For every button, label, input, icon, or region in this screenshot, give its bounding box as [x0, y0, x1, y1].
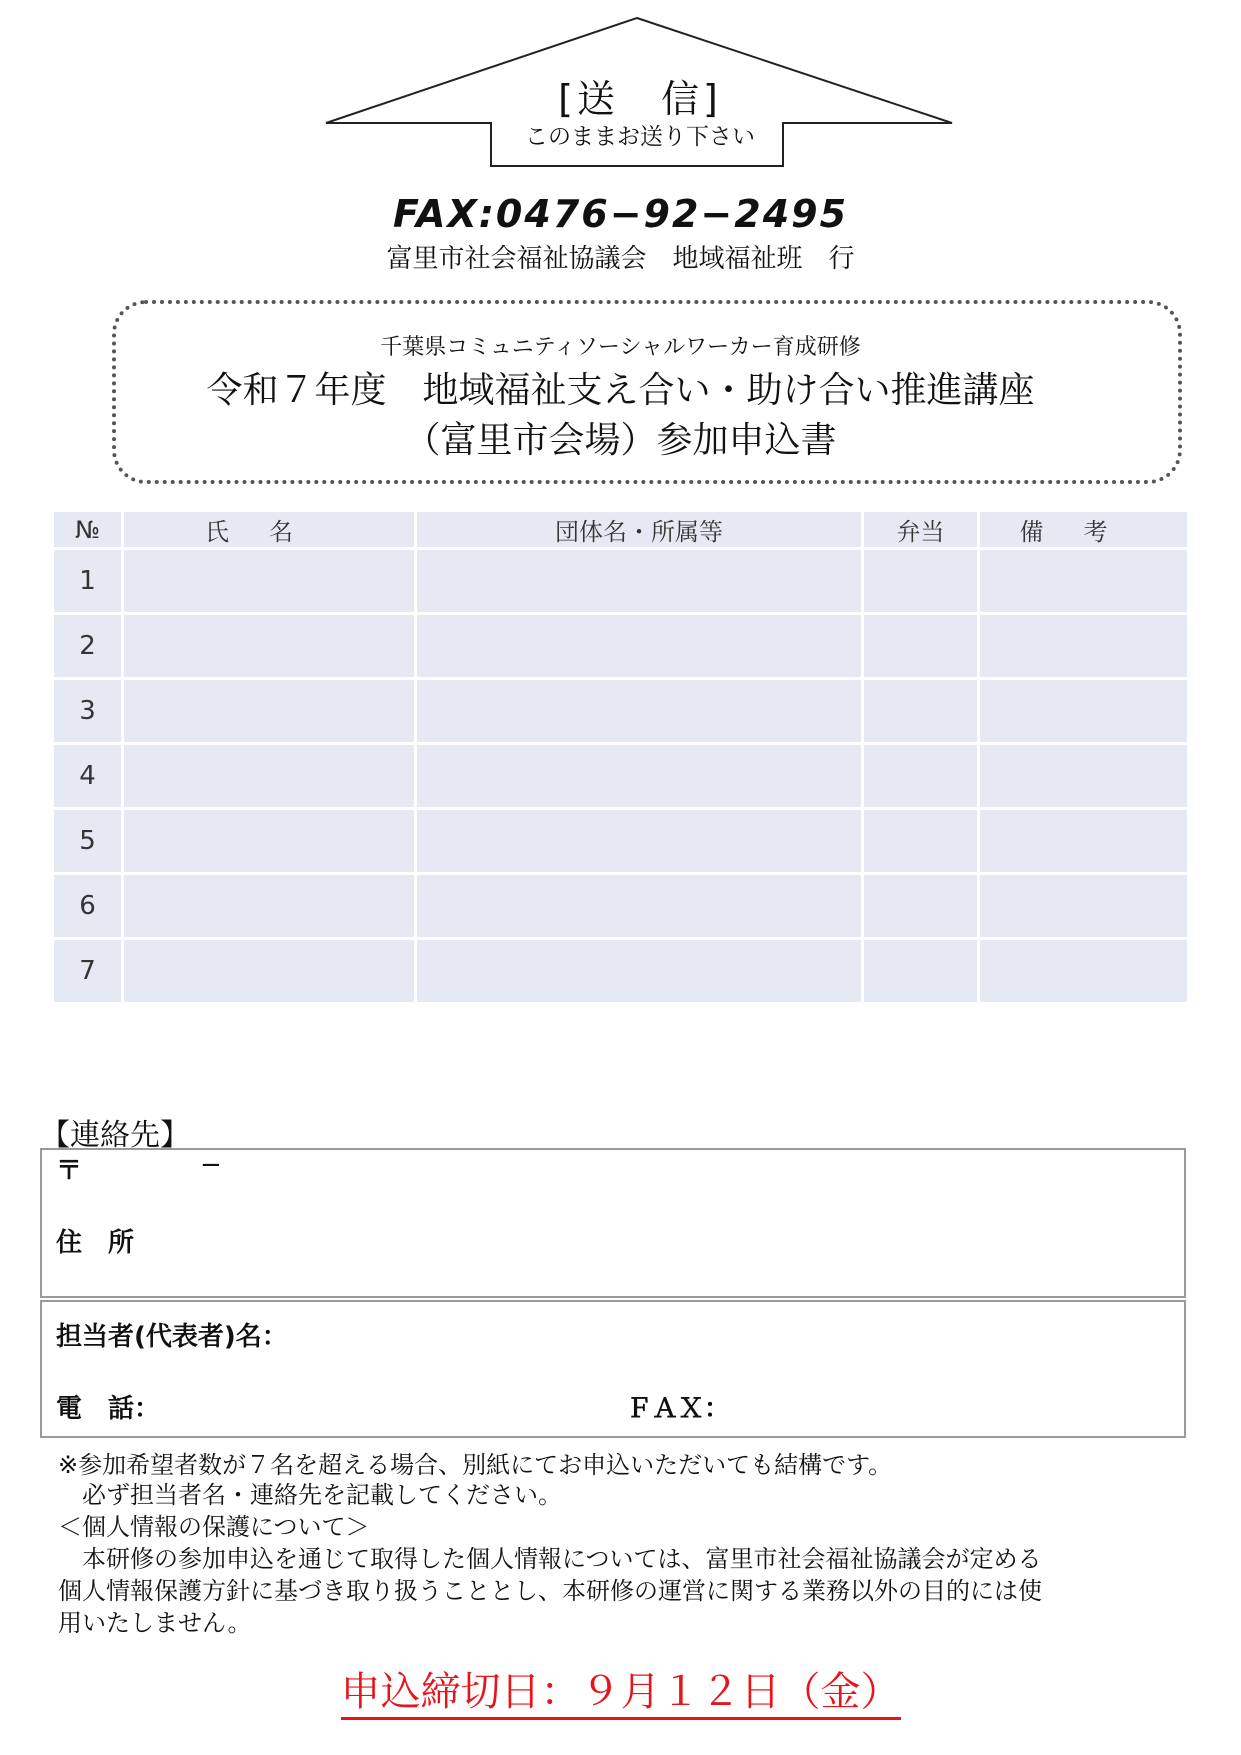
row-number: 6	[54, 875, 121, 937]
bento-cell[interactable]	[864, 615, 977, 677]
phone-label: 電 話：	[56, 1394, 161, 1424]
bento-cell[interactable]	[864, 810, 977, 872]
remarks-cell[interactable]	[980, 745, 1187, 807]
header-no: №	[54, 512, 121, 547]
name-cell[interactable]	[124, 810, 414, 872]
organization-cell[interactable]	[417, 615, 861, 677]
row-number: 3	[54, 680, 121, 742]
organization-cell[interactable]	[417, 875, 861, 937]
privacy-text: 用いたしません。	[58, 1609, 252, 1637]
remarks-cell[interactable]	[980, 875, 1187, 937]
organization-cell[interactable]	[417, 550, 861, 612]
participant-table	[51, 509, 1190, 1005]
header-organization: 団体名・所属等	[417, 512, 861, 547]
row-number: 2	[54, 615, 121, 677]
send-title: [送 信]	[558, 77, 722, 121]
representative-label: 担当者(代表者)名：	[56, 1322, 288, 1352]
name-cell[interactable]	[124, 875, 414, 937]
postal-mark: 〒	[56, 1156, 83, 1186]
name-cell[interactable]	[124, 745, 414, 807]
deadline: 申込締切日：９月１２日（金）	[0, 1660, 1241, 1717]
bento-cell[interactable]	[864, 680, 977, 742]
address-label: 住 所	[56, 1228, 135, 1258]
bento-cell[interactable]	[864, 550, 977, 612]
page-title-line2: （富里市会場）参加申込書	[404, 420, 837, 461]
privacy-text: 本研修の参加申込を通じて取得した個人情報については、富里市社会福祉協議会が定める	[58, 1545, 1042, 1573]
bento-cell[interactable]	[864, 940, 977, 1002]
remarks-cell[interactable]	[980, 615, 1187, 677]
organization-cell[interactable]	[417, 680, 861, 742]
name-cell[interactable]	[124, 615, 414, 677]
postal-dash: −	[200, 1150, 222, 1180]
fax-label: ＦＡＸ：	[626, 1394, 731, 1424]
page-title: 令和７年度 地域福祉支え合い・助け合い推進講座	[206, 370, 1035, 411]
remarks-cell[interactable]	[980, 810, 1187, 872]
table-row	[54, 745, 1187, 807]
header-name: 氏名	[124, 512, 414, 547]
bento-cell[interactable]	[864, 875, 977, 937]
row-number: 1	[54, 550, 121, 612]
table-row	[54, 940, 1187, 1002]
name-cell[interactable]	[124, 550, 414, 612]
remarks-cell[interactable]	[980, 940, 1187, 1002]
table-row	[54, 680, 1187, 742]
title-subheading: 千葉県コミュニティソーシャルワーカー育成研修	[380, 335, 861, 360]
privacy-text: 個人情報保護方針に基づき取り扱うこととし、本研修の運営に関する業務以外の目的には使	[58, 1577, 1042, 1605]
remarks-cell[interactable]	[980, 550, 1187, 612]
table-row	[54, 875, 1187, 937]
organization-cell[interactable]	[417, 745, 861, 807]
send-subtitle: このままお送り下さい	[525, 124, 755, 150]
name-cell[interactable]	[124, 940, 414, 1002]
privacy-heading: ＜個人情報の保護について＞	[58, 1513, 370, 1541]
table-header-row	[54, 512, 1187, 547]
bento-cell[interactable]	[864, 745, 977, 807]
contact-heading: 【連絡先】	[40, 1118, 190, 1153]
addressee: 富里市社会福祉協議会 地域福祉班 行	[386, 244, 855, 274]
row-number: 7	[54, 940, 121, 1002]
row-number: 5	[54, 810, 121, 872]
fax-number: FAX:0476−92−2495	[392, 192, 849, 236]
table-row	[54, 615, 1187, 677]
note-line: ※参加希望者数が７名を超える場合、別紙にてお申込いただいても結構です。	[58, 1451, 893, 1479]
row-number: 4	[54, 745, 121, 807]
table-row	[54, 810, 1187, 872]
name-cell[interactable]	[124, 680, 414, 742]
organization-cell[interactable]	[417, 810, 861, 872]
note-line: 必ず担当者名・連絡先を記載してください。	[58, 1481, 562, 1509]
table-row	[54, 550, 1187, 612]
header-remarks: 備考	[980, 512, 1187, 547]
organization-cell[interactable]	[417, 940, 861, 1002]
header-bento: 弁当	[864, 512, 977, 547]
remarks-cell[interactable]	[980, 680, 1187, 742]
